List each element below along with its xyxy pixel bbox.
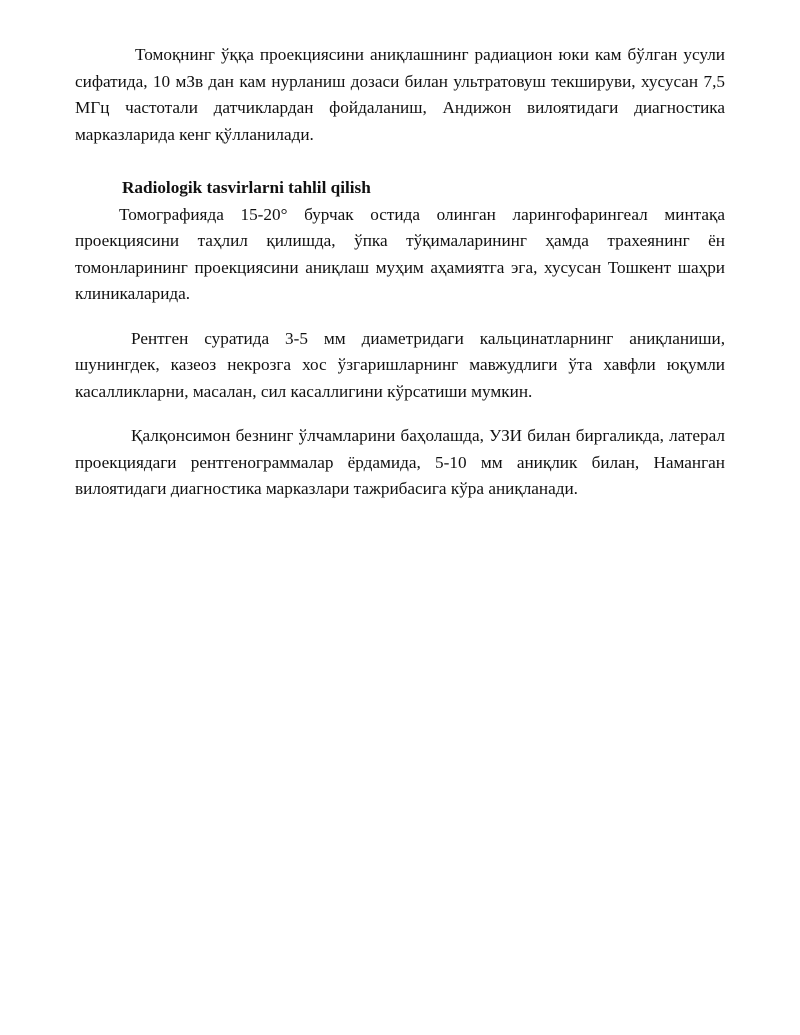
paragraph-tomography-tashkent: Томографияда 15-20° бурчак остида олинган ларингофарингеал минтақа проекциясини таҳлил қилишда, ўпка тўқималарининг ҳамда трахеянинг ён томонларининг проекциясини аниқлаш муҳим аҳамиятга эга, хусусан Тошкент шаҳри клиникаларида. [75, 204, 725, 303]
section-heading: Radiologik tasvirlarni tahlil qilish [122, 178, 371, 197]
paragraph-ultrasound-andijan: Томоқнинг ўққа проекциясини аниқлашнинг радиацион юки кам бўлган усули сифатида, 10 мЗв дан кам нурланиш дозаси билан ультратовуш текшируви, хусусан 7,5 МГц частотали датчиклардан фойдаланиш, Андижон вилоятидаги диагностика марказларида кенг қўлланилади. [75, 45, 725, 144]
document-body [75, 42, 725, 503]
paragraph-xray-calcinates: Рентген суратида 3-5 мм диаметридаги кальцинатларнинг аниқланиши, шунингдек, казеоз некрозга хос ўзгаришларнинг мавжудлиги ўта хавфли юқумли касалликларни, масалан, сил касаллигини кўрсатиши мумкин. [75, 328, 725, 401]
paragraph-thyroid-namangan: Қалқонсимон безнинг ўлчамларини баҳолашда, УЗИ билан биргаликда, латерал проекциядаги рентгенограммалар ёрдамида, 5-10 мм аниқлик билан, Наманган вилоятидаги диагностика марказлари тажрибасига кўра аниқланади. [75, 426, 725, 498]
